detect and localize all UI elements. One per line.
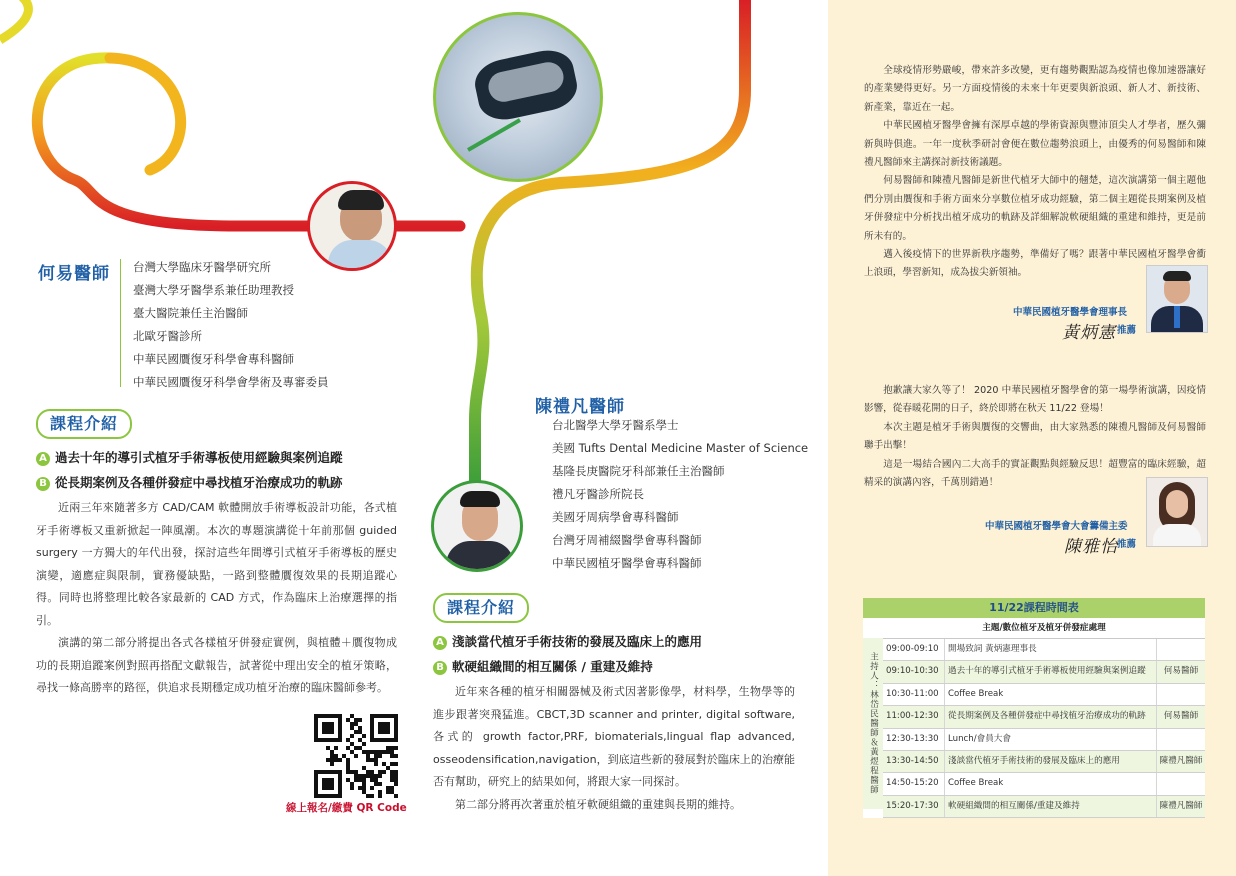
doctor1-topic-a: A 過去十年的導引式植牙手術導板使用經驗與案例追蹤 xyxy=(36,448,343,466)
schedule-row xyxy=(883,706,1205,728)
divider xyxy=(120,259,121,387)
credential-item: 臺灣大學牙醫學系兼任助理教授 xyxy=(133,283,294,297)
schedule-time: 15:20-17:30 xyxy=(886,800,939,811)
schedule-event: Lunch/會員大會 xyxy=(944,729,1156,750)
schedule-speaker xyxy=(1156,729,1205,750)
paragraph: 這是一場結合國內二大高手的實証觀點與經驗反思！超豐富的臨床經驗，超精采的演講內容，千萬別錯過！ xyxy=(864,458,1206,489)
committee-chair-portrait xyxy=(1146,477,1208,547)
schedule-time: 13:30-14:50 xyxy=(886,755,939,766)
doctor1-description xyxy=(36,497,397,700)
paragraph: 全球疫情形勢嚴峻，帶來許多改變，更有趨勢觀點認為疫情也像加速器讓好的產業變得更好。另一方面疫情後的未來十年更要與新浪頭、新人才、新技術、新產業，靠近在一起。 xyxy=(864,65,1206,113)
schedule-event: Coffee Break xyxy=(944,684,1156,705)
schedule-speaker: 何易醫師 xyxy=(1156,706,1205,727)
schedule-time: 12:30-13:30 xyxy=(886,733,939,744)
credential-item: 中華民國贋復牙科學會專科醫師 xyxy=(133,352,294,366)
schedule-row xyxy=(883,796,1205,818)
schedule-row xyxy=(883,639,1205,661)
paragraph: 第二部分將再次著重於植牙軟硬組織的重建與長期的維持。 xyxy=(455,797,741,811)
credential-item: 臺大醫院兼任主治醫師 xyxy=(133,306,248,320)
doctor2-topic-a: A 淺談當代植牙手術技術的發展及臨床上的應用 xyxy=(433,632,702,650)
schedule-event: 淺談當代植牙手術技術的發展及臨床上的應用 xyxy=(944,751,1156,772)
doctor2-credentials xyxy=(552,414,808,575)
paragraph: 近兩三年來隨著多方 CAD/CAM 軟體開放手術導板設計功能，各式植牙手術導板又重新掀起一陣風潮。本次的專題演講從十年前那個 guided surgery 一方獨大的年代出發，探討這些年間導引式植牙手術導板的歷史演變，適應症與限制，實務優缺點，一路到整體贋復效果的長期追蹤心得。同時也將整理比較各家最新的 CAD 方式，作為臨床上治療選擇的指引。 xyxy=(36,501,397,627)
credential-item: 中華民國植牙醫學會專科醫師 xyxy=(552,556,702,570)
schedule-event: Coffee Break xyxy=(944,773,1156,794)
schedule-event: 過去十年的導引式植牙手術導板使用經驗與案例追蹤 xyxy=(944,661,1156,682)
dental-xray-image xyxy=(433,12,603,182)
schedule-event: 從長期案例及各種併發症中尋找植牙治療成功的軌跡 xyxy=(944,706,1156,727)
credential-item: 北歐牙醫診所 xyxy=(133,329,202,343)
schedule-speaker: 陳禮凡醫師 xyxy=(1156,796,1205,817)
qr-caption: 線上報名/繳費 QR Code xyxy=(286,802,407,814)
letter1-role: 推薦 xyxy=(1117,325,1137,336)
doctor1-course-badge: 課程介紹 xyxy=(36,409,132,439)
schedule-time: 09:00-09:10 xyxy=(886,644,939,654)
schedule-title: 11/22課程時間表 xyxy=(863,598,1205,618)
paragraph: 何易醫師和陳禮凡醫師是新世代植牙大師中的翹楚，這次演講第一個主題他們分別由贋復和手術方面來分享數位植牙成功經驗，第二個主題從長期案例及植牙併發症中分析找出植牙成功的軌跡及詳細解說軟硬組織的重建和維持，更是前所未有的。 xyxy=(864,175,1206,242)
paragraph: 本次主題是植牙手術與贋復的交響曲，由大家熟悉的陳禮凡醫師及何易醫師聯手出擊！ xyxy=(864,421,1206,452)
credential-item: 基隆長庚醫院牙科部兼任主治醫師 xyxy=(552,464,725,478)
schedule-row xyxy=(883,773,1205,795)
doctor1-topic-b: B 從長期案例及各種併發症中尋找植牙治療成功的軌跡 xyxy=(36,473,343,491)
doctor1-name: 何易醫師 xyxy=(38,264,110,284)
qr-code[interactable] xyxy=(314,714,398,798)
schedule-row xyxy=(883,751,1205,773)
schedule-time: 09:10-10:30 xyxy=(886,666,939,677)
letter1-body xyxy=(864,62,1206,283)
schedule-rows xyxy=(883,639,1205,818)
schedule-speaker xyxy=(1156,639,1205,660)
schedule-time: 11:00-12:30 xyxy=(886,711,939,722)
letter1-signature: 黃炳憲 xyxy=(1062,323,1116,343)
letter2-org: 中華民國植牙醫學會大會籌備主委 xyxy=(985,521,1128,532)
paragraph: 中華民國植牙醫學會擁有深厚卓越的學術資源與豐沛頂尖人才學者，歷久彌新與時俱進。一年一度秋季研討會便在數位趨勢浪頭上，由優秀的何易醫師和陳禮凡醫師來主講探討新技術議題。 xyxy=(864,120,1206,169)
schedule-speaker xyxy=(1156,773,1205,794)
schedule-row xyxy=(883,684,1205,706)
doctor2-topic-b: B 軟硬組織間的相互關係 / 重建及維持 xyxy=(433,657,653,675)
letter2-signature: 陳雅怡 xyxy=(1064,537,1118,557)
schedule-row xyxy=(883,661,1205,683)
credential-item: 中華民國贋復牙科學會學術及專審委員 xyxy=(133,375,329,389)
paragraph: 演講的第二部分將提出各式各樣植牙併發症實例，與植體＋贋復物成功的長期追蹤案例對照再搭配文獻報告，試著從中理出安全的植牙策略，尋找一條高勝率的路徑，供追求長期穩定成功植牙治療的臨床醫師參考。 xyxy=(36,636,397,694)
credential-item: 禮凡牙醫診所院長 xyxy=(552,487,644,501)
schedule-speaker: 何易醫師 xyxy=(1156,661,1205,682)
credential-item: 台北醫學大學牙醫系學士 xyxy=(552,418,679,432)
doctor2-course-badge: 課程介紹 xyxy=(433,593,529,623)
credential-item: 台灣大學臨床牙醫學研究所 xyxy=(133,260,271,274)
schedule-row xyxy=(883,729,1205,751)
schedule-speaker xyxy=(1156,684,1205,705)
doctor2-name: 陳禮凡醫師 xyxy=(535,397,625,417)
doctor2-description xyxy=(433,681,795,816)
paragraph: 抱歉讓大家久等了！ 2020 中華民國植牙醫學會的第一場學術演講，因疫情影響，從春暖花開的日子，終於即將在秋天 11/22 登場！ xyxy=(864,385,1206,415)
paragraph: 近年來各種的植牙相關器械及術式因著影像學，材料學，生物學等的進步跟著突飛猛進。CBCT,3D scanner and printer, digital software, 各式的 growth factor,PRF, biomaterials,lingual flap advanced, osseodensification,navigation，到底這些新的發展對於臨床上的治療能否有幫助，研究上的結果如何，將跟大家一同探討。 xyxy=(433,685,795,788)
letter1-org: 中華民國植牙醫學會理事長 xyxy=(1013,307,1128,318)
credential-item: 美國 Tufts Dental Medicine Master of Science xyxy=(552,441,809,455)
schedule-event: 軟硬組織間的相互關係/重建及維持 xyxy=(944,796,1156,817)
letter2-body xyxy=(864,382,1206,492)
chairman-portrait xyxy=(1146,265,1208,333)
schedule-time: 14:50-15:20 xyxy=(886,778,939,789)
doctor1-credentials xyxy=(133,256,329,394)
credential-item: 台灣牙周補綴醫學會專科醫師 xyxy=(552,533,702,547)
schedule-time: 10:30-11:00 xyxy=(886,688,939,699)
schedule-event: 開場致詞 黃炳憲理事長 xyxy=(944,639,1156,660)
credential-item: 美國牙周病學會專科醫師 xyxy=(552,510,679,524)
doctor2-portrait xyxy=(431,480,523,572)
schedule-table xyxy=(863,598,1205,818)
schedule-subtitle: 主題/數位植牙及植牙併發症處理 xyxy=(863,618,1205,639)
letter2-role: 推薦 xyxy=(1117,539,1137,550)
paragraph: 邁入後疫情下的世界新秩序趨勢，準備好了嗎？跟著中華民國植牙醫學會衝上浪頭，學習新知，成為拔尖新領袖。 xyxy=(864,249,1206,279)
schedule-speaker: 陳禮凡醫師 xyxy=(1156,751,1205,772)
schedule-host: 主持人：林岱民醫師＆黃煜程醫師 xyxy=(863,638,883,809)
